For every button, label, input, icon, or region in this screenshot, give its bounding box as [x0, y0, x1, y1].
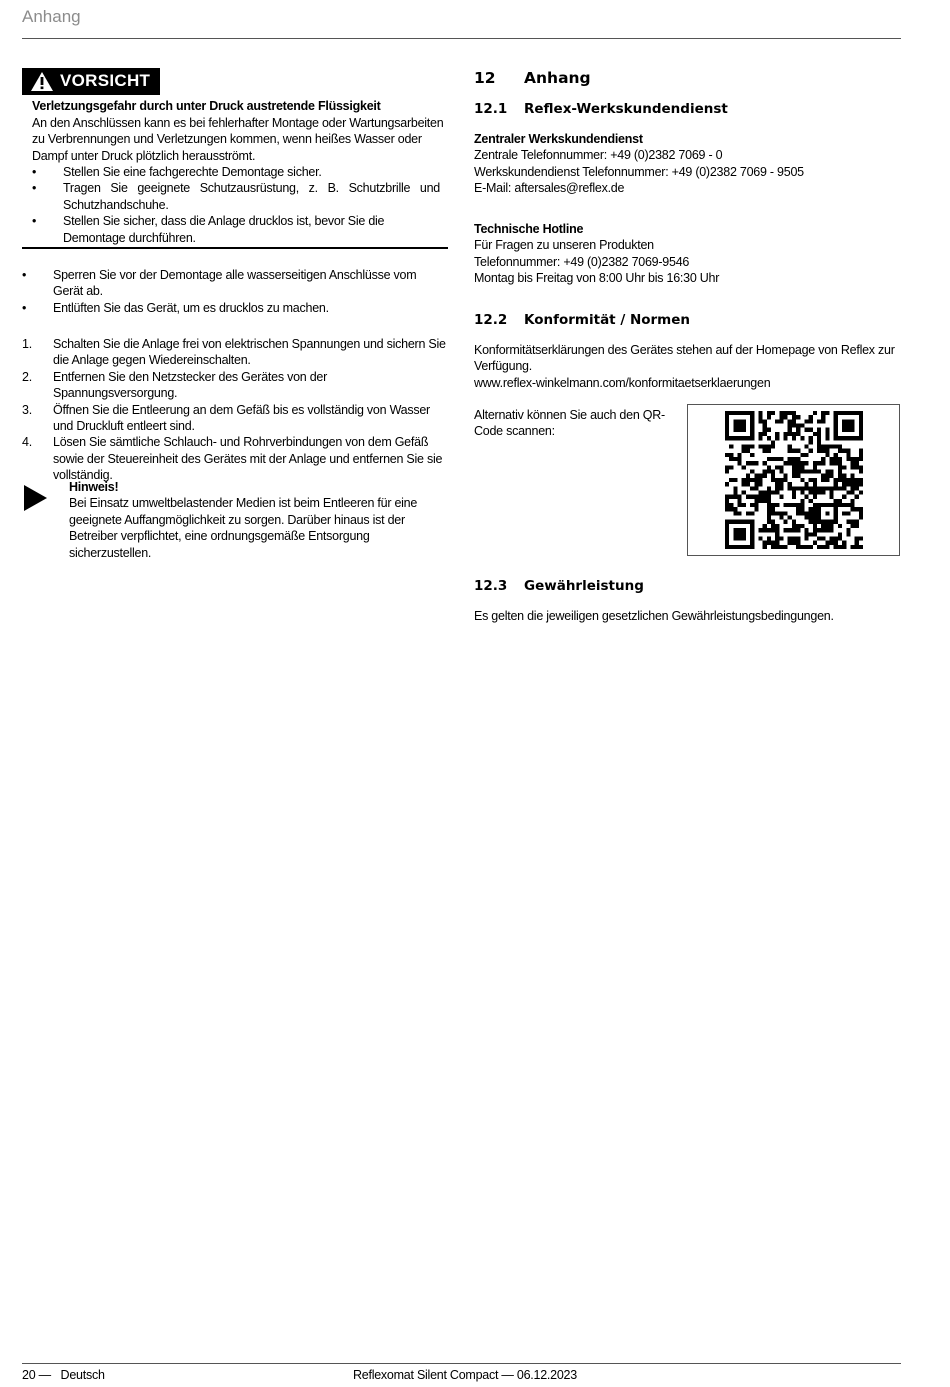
service-phone: Werkskundendienst Telefonnummer: +49 (0)2382 7069 - 9505	[474, 164, 804, 179]
step-number: 3.	[22, 402, 32, 417]
list-item: • Sperren Sie vor der Demontage alle wasserseitigen Anschlüsse vom Gerät ab.	[22, 268, 417, 299]
note-title: Hinweis!	[69, 480, 119, 494]
section-title: Anhang	[524, 69, 591, 87]
central-service-title: Zentraler Werkskundendienst	[474, 132, 643, 146]
conformity-link[interactable]: www.reflex-winkelmann.com/konformitaetserklaerungen	[474, 375, 771, 390]
subsection-number: 12.1	[474, 101, 508, 117]
warning-text: An den Anschlüssen kann es bei fehlerhafter Montage oder Wartungsarbeiten zu Verbrennungen und Verletzungen kommen, wenn heißes Wasser oder Dampf unter Druck plötzlich herausströmt.	[32, 115, 444, 163]
service-email: E-Mail: aftersales@reflex.de	[474, 181, 625, 196]
subsection-number: 12.2	[474, 312, 508, 328]
warning-triangle-icon	[31, 72, 53, 91]
warning-bottom-rule	[22, 247, 448, 249]
hotline-block	[474, 221, 902, 287]
hotline-phone: Telefonnummer: +49 (0)2382 7069-9546	[474, 254, 690, 269]
qr-code-frame	[687, 404, 900, 556]
qr-caption: Alternativ können Sie auch den QR-Code scannen:	[474, 408, 665, 439]
step-item	[22, 369, 450, 402]
hotline-hours: Montag bis Freitag von 8:00 Uhr bis 16:30 Uhr	[474, 271, 720, 286]
note-box	[22, 479, 450, 561]
subsection-title: Reflex-Werkskundendienst	[524, 101, 728, 117]
subsection-heading-12-3	[474, 578, 902, 594]
warning-label: VORSICHT	[60, 71, 151, 91]
warning-bullet: • Tragen Sie geeignete Schutzausrüstung, z. B. Schutzbrille und Schutzhandschuhe.	[32, 181, 440, 212]
service-contact-block	[474, 131, 902, 197]
central-phone: Zentrale Telefonnummer: +49 (0)2382 7069 - 0	[474, 148, 723, 163]
warning-bullet-text: Stellen Sie sicher, dass die Anlage drucklos ist, bevor Sie die Demontage durchführen.	[63, 214, 385, 245]
list-item: • Entlüften Sie das Gerät, um es drucklos zu machen.	[22, 300, 329, 315]
list-item-text: Entlüften Sie das Gerät, um es drucklos zu machen.	[53, 300, 329, 315]
page-header-title: Anhang	[22, 7, 81, 26]
conformity-text-block	[474, 342, 902, 391]
section-heading	[474, 69, 902, 87]
step-text: Entfernen Sie den Netzstecker des Gerätes von der Spannungsversorgung.	[53, 369, 328, 401]
header-divider	[22, 38, 901, 39]
step-item	[22, 402, 450, 435]
section-number: 12	[474, 69, 496, 87]
conformity-text: Konformitätserklärungen des Gerätes stehen auf der Homepage von Reflex zur Verfügung.	[474, 343, 895, 374]
preparation-list	[22, 267, 442, 316]
footer-document-title: Reflexomat Silent Compact — 06.12.2023	[353, 1368, 577, 1382]
footer-divider	[22, 1363, 901, 1364]
step-number: 1.	[22, 337, 32, 351]
hotline-title: Technische Hotline	[474, 222, 584, 236]
subsection-title: Konformität / Normen	[524, 312, 691, 328]
note-text: Bei Einsatz umweltbelastender Medien ist beim Entleeren für eine geeignete Auffangmöglichkeit zu sorgen. Darüber hinaus ist der Betreiber verpflichtet, eine ordnungsgemäße Entsorgung sicherzustellen.	[69, 496, 418, 560]
qr-code-icon[interactable]	[725, 411, 863, 549]
warning-bullet: • Stellen Sie eine fachgerechte Demontage sicher.	[32, 165, 322, 180]
footer-page-language: 20 — Deutsch	[22, 1368, 105, 1382]
warning-bullet-text: Stellen Sie eine fachgerechte Demontage sicher.	[63, 165, 322, 180]
warning-heading: Verletzungsgefahr durch unter Druck austretende Flüssigkeit	[32, 99, 381, 114]
step-item	[22, 336, 450, 369]
step-number: 2.	[22, 369, 32, 384]
note-arrow-icon	[24, 485, 47, 511]
subsection-title: Gewährleistung	[524, 578, 644, 594]
warranty-text: Es gelten die jeweiligen gesetzlichen Gewährleistungsbedingungen.	[474, 609, 834, 623]
warning-badge	[22, 68, 160, 95]
steps-list	[22, 336, 450, 484]
step-text: Öffnen Sie die Entleerung an dem Gefäß bis es vollständig von Wasser und Druckluft entleert sind.	[53, 402, 430, 434]
step-number: 4.	[22, 435, 32, 450]
warning-box	[22, 68, 448, 249]
step-text: Schalten Sie die Anlage frei von elektrischen Spannungen und sichern Sie die Anlage gegen Wiedereinschalten.	[53, 337, 446, 368]
step-item	[22, 434, 450, 483]
subsection-heading-12-1	[474, 101, 902, 117]
step-text: Lösen Sie sämtliche Schlauch- und Rohrverbindungen von dem Gefäß sowie der Steuereinheit des Gerätes mit der Anlage und entfernen Sie sie vollständig.	[53, 435, 443, 483]
subsection-number: 12.3	[474, 578, 508, 594]
warning-bullet: • Stellen Sie sicher, dass die Anlage drucklos ist, bevor Sie die Demontage durchführen.	[32, 214, 385, 245]
warning-bullet-text: Tragen Sie geeignete Schutzausrüstung, z. B. Schutzbrille und Schutzhandschuhe.	[63, 181, 440, 212]
subsection-heading-12-2	[474, 312, 902, 328]
list-item-text: Sperren Sie vor der Demontage alle wasserseitigen Anschlüsse vom Gerät ab.	[53, 268, 417, 299]
hotline-text: Für Fragen zu unseren Produkten	[474, 238, 654, 253]
